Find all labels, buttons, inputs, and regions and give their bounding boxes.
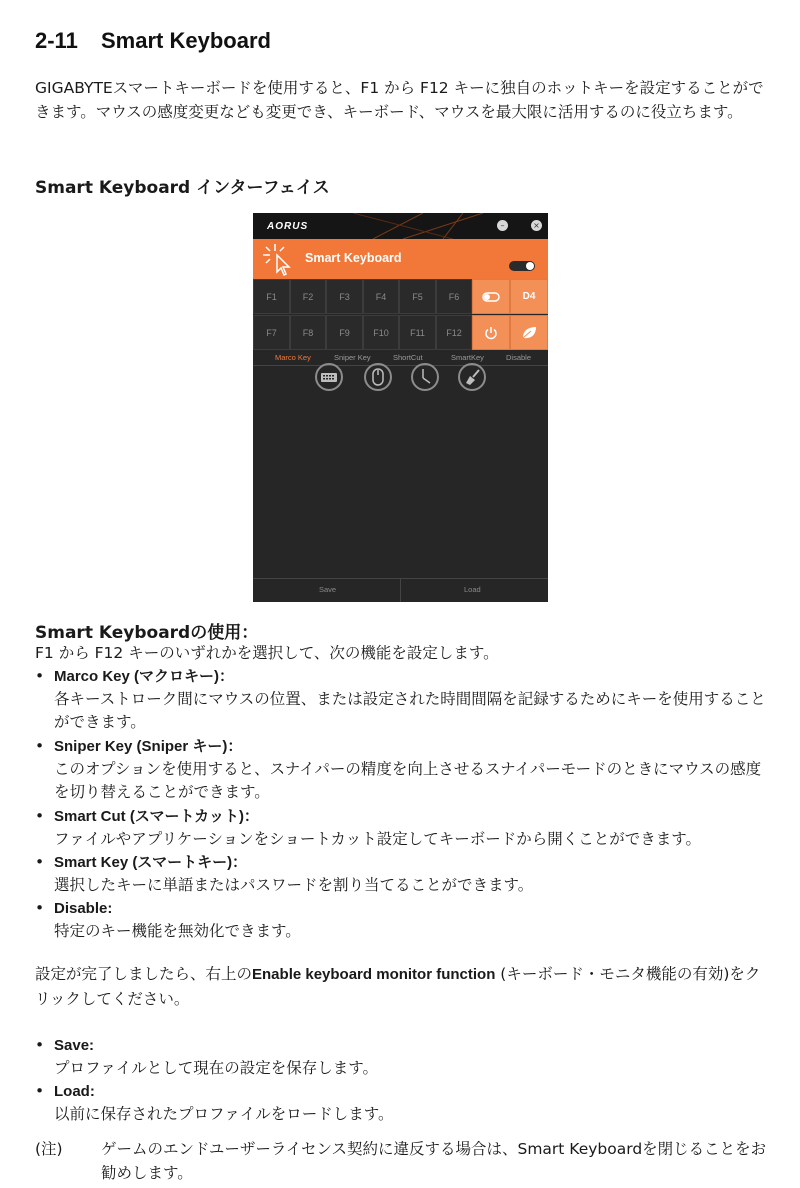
completion-text: (キーボード・モニタ機能の有効)をクリックしてください。 — [35, 965, 761, 1008]
load-button[interactable]: Load — [464, 585, 481, 594]
bullet-dot: • — [35, 737, 45, 755]
app-banner — [253, 239, 548, 279]
feature-desc: 選択したキーに単語またはパスワードを割り当てることができます。 — [54, 876, 534, 894]
feature-item — [35, 805, 775, 851]
tab-marco-key[interactable]: Marco Key — [275, 353, 311, 362]
keyboard-tool-button[interactable] — [315, 363, 343, 391]
bullet-dot: • — [35, 1082, 45, 1100]
note-mark: (注) — [35, 1140, 63, 1158]
feature-title: Marco Key (マクロキー)： — [54, 668, 235, 685]
button-info-item — [35, 1034, 775, 1080]
completion-paragraph — [35, 962, 770, 1011]
intro-paragraph: GIGABYTEスマートキーボードを使用すると、F1 から F12 キーに独自のホットキーを設定することができます。マウスの感度変更なども変更でき、キーボード、マウスを最大限に活用するのに役立ちます。 — [35, 79, 764, 121]
brush-tool-button[interactable] — [458, 363, 486, 391]
tabs-divider — [253, 365, 548, 366]
toggle-mode-button[interactable] — [472, 279, 510, 314]
usage-intro: F1 から F12 キーのいずれかを選択して、次の機能を設定します。 — [35, 644, 499, 662]
switch-icon — [482, 292, 500, 302]
key-f6[interactable]: F6 — [436, 279, 472, 314]
timer-tool-button[interactable] — [411, 363, 439, 391]
feature-desc: 各キーストローク間にマウスの位置、または設定された時間間隔を記録するためにキーを使用することができます。 — [54, 690, 766, 731]
aorus-logo: AORUS — [267, 221, 309, 232]
completion-bold: Enable keyboard monitor function — [252, 966, 496, 983]
key-f12[interactable]: F12 — [436, 315, 472, 350]
note-text: ゲームのエンドユーザーライセンス契約に違反する場合は、Smart Keyboardを閉じることをお勧めします。 — [101, 1140, 767, 1182]
mouse-icon — [366, 365, 390, 389]
key-f1[interactable]: F1 — [253, 279, 290, 314]
function-tabs — [253, 351, 548, 365]
bullet-dot: • — [35, 807, 45, 825]
feature-desc: 特定のキー機能を無効化できます。 — [54, 922, 301, 940]
button-info-title: Load: — [54, 1083, 95, 1100]
smart-keyboard-window — [253, 213, 548, 602]
key-f7[interactable]: F7 — [253, 315, 290, 350]
key-f8[interactable]: F8 — [290, 315, 326, 350]
title-bar — [253, 213, 548, 239]
section-number: 2-11 — [35, 28, 78, 53]
bullet-dot: • — [35, 667, 45, 685]
minimize-button[interactable]: – — [497, 220, 508, 231]
feature-title: Smart Key (スマートキー)： — [54, 854, 248, 871]
completion-text: 設定が完了しましたら、右上の — [35, 965, 253, 983]
button-info-title: Save: — [54, 1037, 95, 1054]
tab-shortcut[interactable]: ShortCut — [393, 353, 423, 362]
feature-item — [35, 735, 775, 804]
cursor-icon — [259, 241, 303, 277]
mouse-tool-button[interactable] — [364, 363, 392, 391]
eco-button[interactable] — [510, 315, 548, 350]
footer-separator — [400, 578, 401, 602]
bullet-dot: • — [35, 853, 45, 871]
feature-desc: このオプションを使用すると、スナイパーの精度を向上させるスナイパーモードのときにマウスの感度を切り替えることができます。 — [54, 760, 762, 801]
bullet-dot: • — [35, 1036, 45, 1054]
interface-heading: Smart Keyboard インターフェイス — [35, 178, 330, 198]
power-button[interactable] — [472, 315, 510, 350]
key-f2[interactable]: F2 — [290, 279, 326, 314]
button-info-item — [35, 1080, 775, 1126]
key-f10[interactable]: F10 — [363, 315, 399, 350]
keyboard-icon — [317, 365, 341, 389]
bullet-dot: • — [35, 899, 45, 917]
key-f11[interactable]: F11 — [399, 315, 436, 350]
keyboard-monitor-toggle[interactable] — [509, 261, 535, 271]
section-heading — [35, 28, 271, 54]
power-icon — [484, 326, 498, 340]
button-info-desc: プロファイルとして現在の設定を保存します。 — [54, 1059, 378, 1077]
key-f9[interactable]: F9 — [326, 315, 363, 350]
feature-title: Disable: — [54, 900, 113, 917]
clock-icon — [413, 365, 437, 389]
feature-item — [35, 897, 775, 943]
key-f3[interactable]: F3 — [326, 279, 363, 314]
key-f4[interactable]: F4 — [363, 279, 399, 314]
leaf-icon — [521, 326, 537, 340]
feature-title: Sniper Key (Sniper キー)： — [54, 738, 243, 755]
key-f5[interactable]: F5 — [399, 279, 436, 314]
fkey-grid — [253, 279, 548, 351]
section-title: Smart Keyboard — [101, 28, 271, 53]
feature-title: Smart Cut (スマートカット)： — [54, 808, 259, 825]
tab-disable[interactable]: Disable — [506, 353, 532, 362]
app-title: Smart Keyboard — [305, 251, 402, 265]
tab-smartkey[interactable]: SmartKey — [451, 353, 484, 362]
tab-sniper-key[interactable]: Sniper Key — [334, 353, 371, 362]
note — [35, 1137, 775, 1185]
feature-desc: ファイルやアプリケーションをショートカット設定してキーボードから開くことができます。 — [54, 830, 701, 848]
feature-item — [35, 851, 775, 897]
brush-icon — [460, 365, 484, 389]
button-info-desc: 以前に保存されたプロファイルをロードします。 — [54, 1105, 394, 1123]
d4-button[interactable]: D4 — [510, 279, 548, 314]
save-button[interactable]: Save — [319, 585, 337, 594]
close-button[interactable]: × — [531, 220, 542, 231]
usage-heading: Smart Keyboardの使用： — [35, 623, 259, 643]
feature-item — [35, 665, 775, 734]
